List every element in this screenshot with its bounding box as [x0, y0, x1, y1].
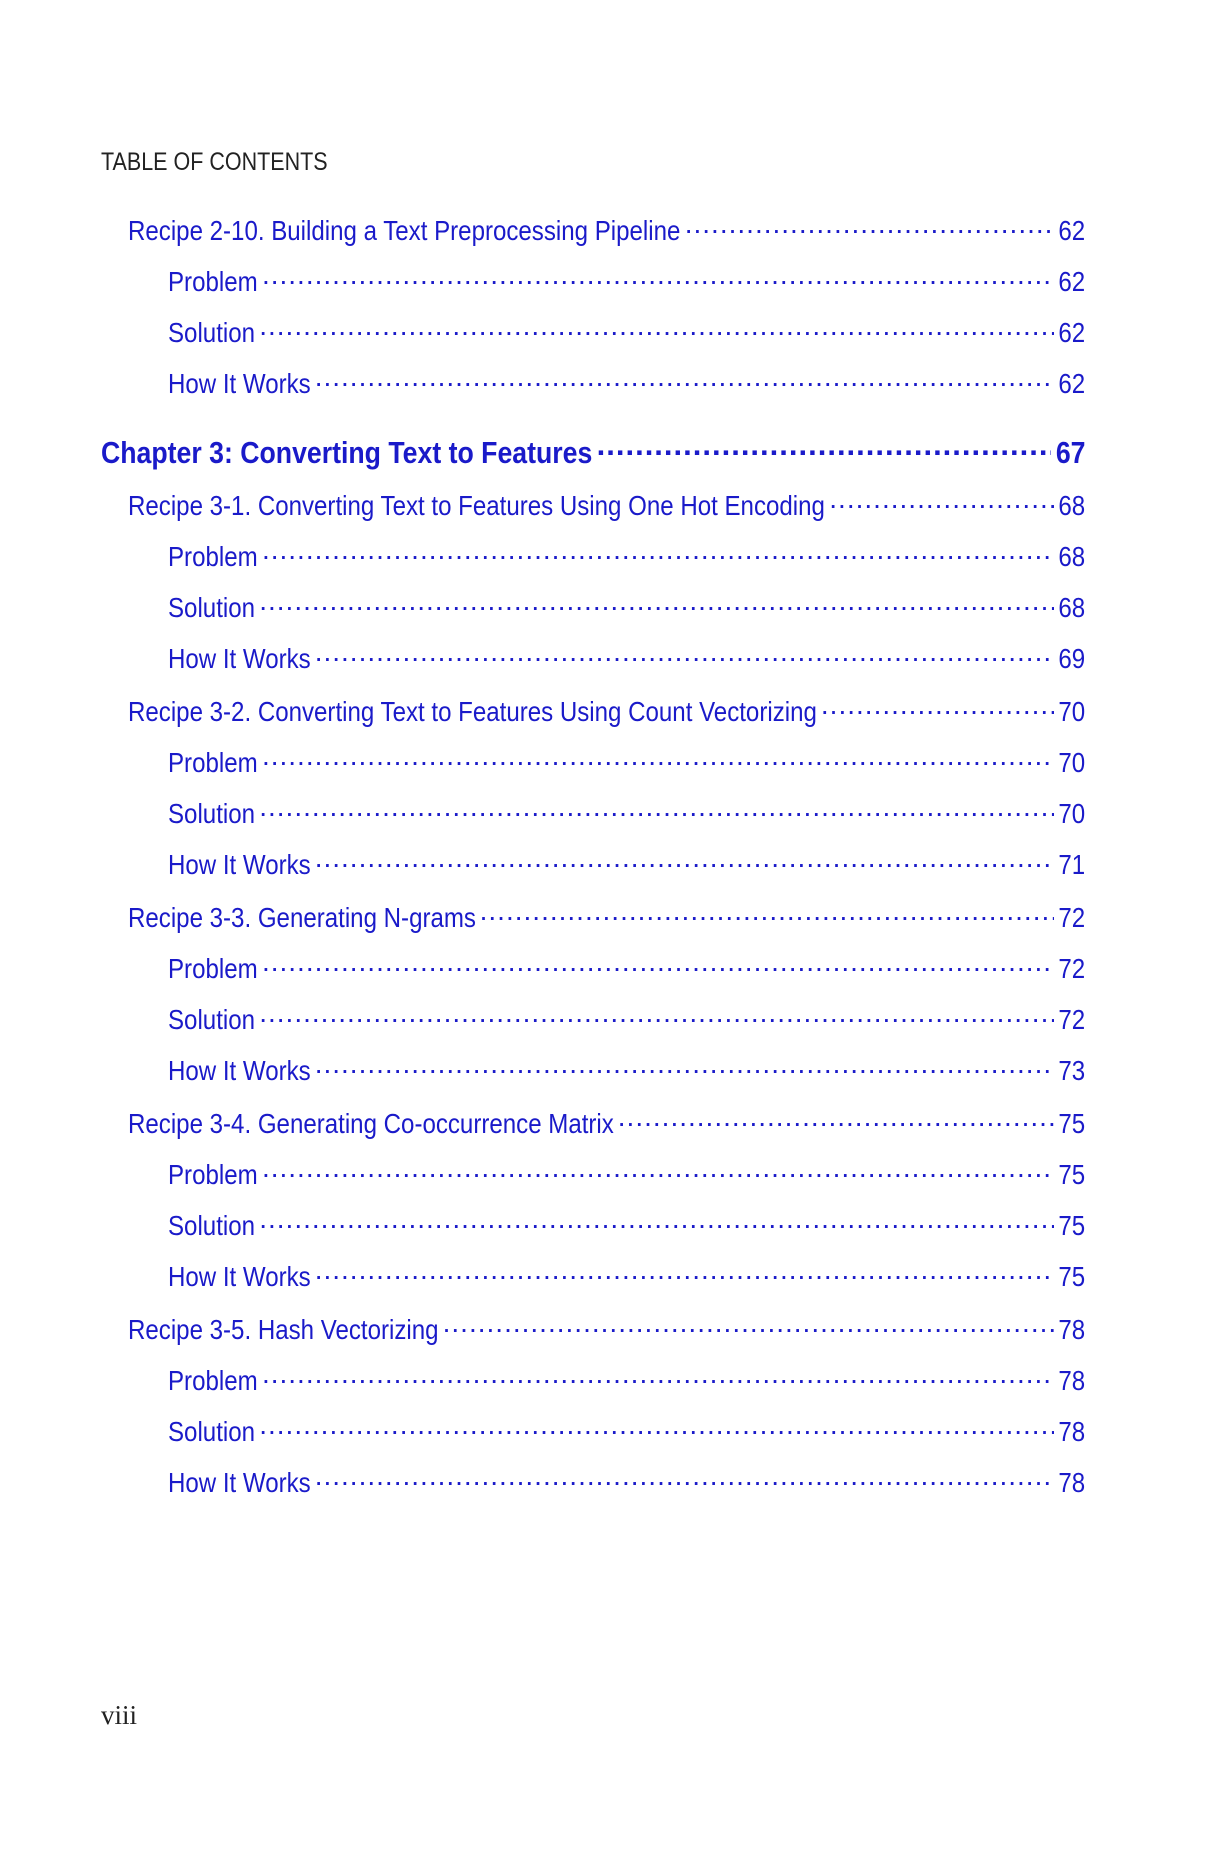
toc-entry-title: How It Works: [168, 1467, 311, 1498]
toc-entry-title: Solution: [168, 592, 256, 623]
toc-entry-sub[interactable]: [168, 263, 1085, 298]
toc-entry-page-number: 67: [1055, 435, 1085, 470]
dot-leader: [259, 589, 1054, 617]
toc-entry-recipe[interactable]: [128, 1311, 1085, 1346]
toc-entry-page-number: 78: [1058, 1365, 1085, 1396]
toc-entry-page-number: 72: [1058, 953, 1085, 984]
toc-entry-title: Recipe 3-5. Hash Vectorizing: [128, 1314, 439, 1345]
toc-entry-page-number: 69: [1058, 643, 1085, 674]
toc-entry-page-number: 62: [1058, 368, 1085, 399]
dot-leader: [262, 538, 1054, 566]
toc-entry-title: Recipe 3-4. Generating Co-occurrence Matrix: [128, 1108, 614, 1139]
toc-entry-page-number: 78: [1058, 1314, 1085, 1345]
toc-entry-title: Solution: [168, 317, 256, 348]
toc-entry-page-number: 62: [1058, 215, 1085, 246]
toc-entry-sub[interactable]: [168, 589, 1085, 624]
toc-entry-title: Recipe 3-1. Converting Text to Features Using One Hot Encoding: [128, 490, 825, 521]
toc-entry-recipe[interactable]: [128, 1105, 1085, 1140]
toc-entry-title: Problem: [168, 541, 258, 572]
toc-entry-sub[interactable]: [168, 1464, 1085, 1499]
toc-entry-title: Chapter 3: Converting Text to Features: [101, 435, 593, 470]
toc-entry-title: How It Works: [168, 1055, 311, 1086]
toc-entry-sub[interactable]: [168, 314, 1085, 349]
dot-leader: [315, 846, 1054, 874]
toc-entry-page-number: 68: [1058, 541, 1085, 572]
toc-entry-page-number: 72: [1058, 1004, 1085, 1035]
toc-entry-page-number: 62: [1058, 266, 1085, 297]
dot-leader: [315, 365, 1054, 393]
toc-entry-page-number: 71: [1058, 849, 1085, 880]
dot-leader: [262, 1362, 1054, 1390]
dot-leader: [262, 950, 1054, 978]
dot-leader: [315, 1052, 1054, 1080]
toc-entry-sub[interactable]: [168, 1362, 1085, 1397]
toc-entry-page-number: 75: [1058, 1159, 1085, 1190]
dot-leader: [821, 693, 1054, 721]
toc-entry-page-number: 70: [1058, 696, 1085, 727]
running-header: TABLE OF CONTENTS: [101, 148, 328, 176]
dot-leader: [259, 1001, 1054, 1029]
dot-leader: [262, 1156, 1054, 1184]
toc-entry-title: Solution: [168, 1416, 256, 1447]
toc-entry-title: Problem: [168, 1159, 258, 1190]
toc-entry-title: How It Works: [168, 368, 311, 399]
toc-entry-page-number: 72: [1058, 902, 1085, 933]
toc-entry-page-number: 70: [1058, 747, 1085, 778]
toc-entry-sub[interactable]: [168, 1207, 1085, 1242]
toc-entry-recipe[interactable]: [128, 487, 1085, 522]
toc-entry-page-number: 70: [1058, 798, 1085, 829]
toc-entry-sub[interactable]: [168, 538, 1085, 573]
toc-entry-title: Problem: [168, 1365, 258, 1396]
toc-entry-recipe[interactable]: [128, 212, 1085, 247]
toc-entry-title: Problem: [168, 747, 258, 778]
toc-entry-title: How It Works: [168, 643, 311, 674]
toc-entry-sub[interactable]: [168, 1156, 1085, 1191]
toc-entry-title: Solution: [168, 1004, 256, 1035]
dot-leader: [480, 899, 1054, 927]
toc-entry-title: How It Works: [168, 1261, 311, 1292]
dot-leader: [259, 1413, 1054, 1441]
toc-entry-page-number: 78: [1058, 1416, 1085, 1447]
toc-entry-title: Solution: [168, 1210, 256, 1241]
toc-entry-title: Recipe 3-3. Generating N-grams: [128, 902, 476, 933]
toc-entry-title: How It Works: [168, 849, 311, 880]
dot-leader: [262, 263, 1054, 291]
toc-entry-page-number: 78: [1058, 1467, 1085, 1498]
dot-leader: [597, 432, 1051, 463]
dot-leader: [262, 744, 1054, 772]
toc-entry-page-number: 62: [1058, 317, 1085, 348]
toc-entry-sub[interactable]: [168, 365, 1085, 400]
toc-entry-page-number: 73: [1058, 1055, 1085, 1086]
page-number: viii: [101, 1700, 138, 1730]
toc-entry-page-number: 75: [1058, 1210, 1085, 1241]
toc-entry-title: Solution: [168, 798, 256, 829]
toc-entry-sub[interactable]: [168, 1258, 1085, 1293]
dot-leader: [259, 1207, 1054, 1235]
dot-leader: [618, 1105, 1054, 1133]
toc-entry-title: Recipe 3-2. Converting Text to Features Using Count Vectorizing: [128, 696, 817, 727]
toc-entry-recipe[interactable]: [128, 899, 1085, 934]
toc-entry-sub[interactable]: [168, 795, 1085, 830]
toc-entry-sub[interactable]: [168, 1052, 1085, 1087]
dot-leader: [829, 487, 1054, 515]
dot-leader: [315, 1464, 1054, 1492]
dot-leader: [443, 1311, 1054, 1339]
toc-entry-recipe[interactable]: [128, 693, 1085, 728]
dot-leader: [315, 1258, 1054, 1286]
dot-leader: [315, 640, 1054, 668]
toc-entry-page-number: 75: [1058, 1108, 1085, 1139]
toc-entry-page-number: 68: [1058, 592, 1085, 623]
dot-leader: [685, 212, 1054, 240]
toc-entry-sub[interactable]: [168, 1413, 1085, 1448]
dot-leader: [259, 795, 1054, 823]
toc-entry-sub[interactable]: [168, 1001, 1085, 1036]
toc-entry-title: Problem: [168, 266, 258, 297]
toc-entry-sub[interactable]: [168, 950, 1085, 985]
toc-entry-title: Recipe 2-10. Building a Text Preprocessing Pipeline: [128, 215, 681, 246]
toc-entry-chapter[interactable]: [101, 432, 1085, 471]
toc-entry-sub[interactable]: [168, 640, 1085, 675]
dot-leader: [259, 314, 1054, 342]
toc-entry-sub[interactable]: [168, 846, 1085, 881]
toc-entry-page-number: 68: [1058, 490, 1085, 521]
toc-entry-sub[interactable]: [168, 744, 1085, 779]
toc-entry-title: Problem: [168, 953, 258, 984]
toc-entry-page-number: 75: [1058, 1261, 1085, 1292]
